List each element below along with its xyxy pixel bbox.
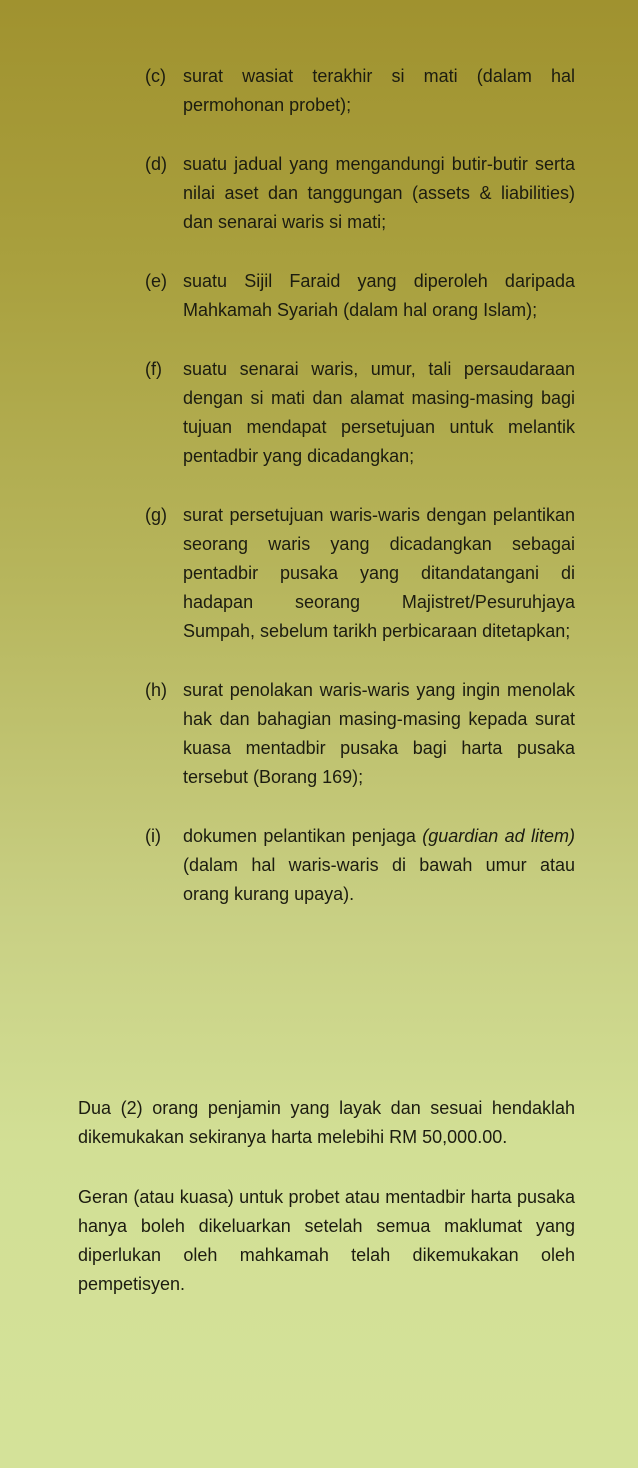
list-item-text: surat penolakan waris-waris yang ingin menolak hak dan bahagian masing-masing kepada surat kuasa mentadbir pusaka bagi harta pusaka tersebut (Borang 169); <box>183 680 575 787</box>
paragraph-grant: Geran (atau kuasa) untuk probet atau mentadbir harta pusaka hanya boleh dikeluarkan setelah semua maklumat yang diperlukan oleh mahkamah telah dikemukakan oleh pempetisyen. <box>78 1187 575 1294</box>
list-marker: (c) <box>145 66 166 86</box>
list-item-text: suatu Sijil Faraid yang diperoleh daripada Mahkamah Syariah (dalam hal orang Islam); <box>183 271 575 320</box>
list-item-text: surat persetujuan waris-waris dengan pelantikan seorang waris yang dicadangkan sebagai pentadbir pusaka yang ditandatangani di hadapan seorang Majistret/Pesuruhjaya Sumpah, sebelum tarikh perbicaraan ditetapkan; <box>183 505 575 641</box>
list-marker: (f) <box>145 359 162 379</box>
list-marker: (d) <box>145 154 167 174</box>
body-paragraphs <box>78 1094 575 1330</box>
list-item-f <box>145 355 575 471</box>
list-item-d <box>145 150 575 237</box>
list-item-e <box>145 267 575 325</box>
list-marker: (i) <box>145 826 161 846</box>
list-item-text-italic: (guardian ad litem) <box>422 826 575 846</box>
list-item-text: suatu senarai waris, umur, tali persaudaraan dengan si mati dan alamat masing-masing bagi tujuan mendapat persetujuan untuk melantik pentadbir yang dicadangkan; <box>183 359 575 466</box>
list-item-text-after: (dalam hal waris-waris di bawah umur atau orang kurang upaya). <box>183 855 575 904</box>
list-item-text: surat wasiat terakhir si mati (dalam hal permohonan probet); <box>183 66 575 115</box>
list-marker: (g) <box>145 505 167 525</box>
requirements-list <box>145 62 575 939</box>
list-marker: (h) <box>145 680 167 700</box>
list-marker: (e) <box>145 271 167 291</box>
list-item-g <box>145 501 575 646</box>
list-item-h <box>145 676 575 792</box>
list-item-c <box>145 62 575 120</box>
list-item-text-before: dokumen pelantikan penjaga <box>183 826 423 846</box>
paragraph-guarantors: Dua (2) orang penjamin yang layak dan sesuai hendaklah dikemukakan sekiranya harta melebihi RM 50,000.00. <box>78 1098 575 1147</box>
list-item-text: suatu jadual yang mengandungi butir-butir serta nilai aset dan tanggungan (assets & liabilities) dan senarai waris si mati; <box>183 154 575 232</box>
list-item-text <box>183 822 575 909</box>
list-item-i <box>145 822 575 909</box>
